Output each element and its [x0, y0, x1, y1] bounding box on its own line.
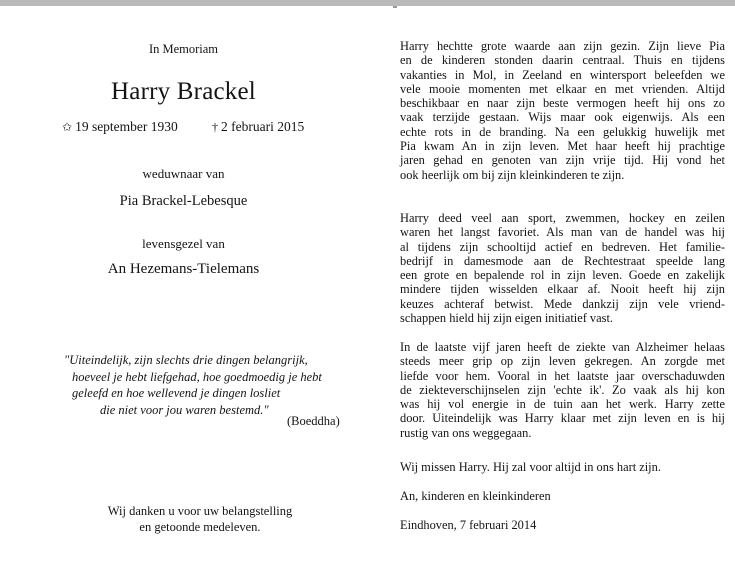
- text-line: bedrijf in damesmode aan de Rechtestraat speelde lang: [400, 253, 725, 268]
- quote-line: geleefd en hoe wellevend je dingen losliet: [72, 386, 281, 400]
- thanks-line: en getoonde medeleven.: [139, 520, 261, 534]
- memoriam-heading: In Memoriam: [148, 42, 219, 56]
- text-line: een grote en bepalende rol in zijn leven. Goede en zakelijk: [400, 268, 725, 283]
- relation-widower: weduwnaar van: [142, 166, 225, 181]
- quote-source: (Boeddha): [287, 414, 340, 428]
- signature: An, kinderen en kleinkinderen: [400, 489, 551, 503]
- text-line: rustig van ons weggegaan.: [400, 425, 532, 440]
- text-line: Pia kwam An in zijn leven. Met haar heeft hij prachtige: [400, 139, 725, 154]
- left-page: [0, 0, 367, 569]
- deceased-name: Harry Brackel: [111, 78, 256, 105]
- paragraph-family: [400, 39, 725, 182]
- thanks-line: Wij danken u voor uw belangstelling: [107, 504, 293, 518]
- text-line: en de kinderen stonden daarin centraal. Thuis en tijdens: [400, 53, 725, 68]
- text-line: was hij vol energie in de tuin aan het werk. Harry zette: [400, 397, 725, 412]
- thanks-note: [100, 503, 300, 535]
- quote-line: "Uiteindelijk, zijn slechts drie dingen belangrijk,: [64, 353, 308, 367]
- text-line: jaren gehad en genoten van zijn vrije tijd. Hij vond het: [400, 153, 725, 168]
- text-line: liefde voor hem. Vooral in het laatste jaar overschaduwden: [400, 368, 725, 383]
- text-line: Harry hechtte grote waarde aan zijn gezin. Zijn lieve Pia: [400, 39, 725, 53]
- text-line: door. Uiteindelijk was Harry klaar met zijn leven en is hij: [400, 411, 725, 426]
- text-line: keuzes achteraf betwist. Mede dankzij zijn vele vriend-: [400, 296, 725, 311]
- paragraph-illness: [400, 340, 725, 440]
- text-line: vakanties in Mol, in Zeeland en wintersport beleefden we: [400, 67, 725, 82]
- text-line: de ziekteverschijnselen zijn 'echte ik'. Zo vaak als hij kon: [400, 382, 725, 397]
- text-line: In de laatste vijf jaren heeft de ziekte van Alzheimer helaas: [400, 340, 725, 354]
- quote-line: die niet voor jou waren bestemd.": [100, 402, 269, 417]
- text-line: ook heerlijk om bij zijn kleinkinderen te zijn.: [400, 167, 625, 182]
- quote-line: hoeveel je hebt liefgehad, hoe goedmoedig je hebt: [72, 369, 322, 384]
- death-date: [212, 119, 304, 135]
- text-line: al tijdens zijn schooltijd actief en bedreven. Het familie-: [400, 239, 725, 254]
- birth-date: [62, 119, 178, 135]
- death-date-text: 2 februari 2015: [221, 119, 305, 134]
- text-line: waren het langst favoriet. Als man van de handel was hij: [400, 225, 725, 240]
- text-line: beschikbaar en naar zijn beste vermogen heeft hij ons zo: [400, 96, 725, 111]
- right-page: [367, 0, 735, 569]
- text-line: mindere tijden wisselden elkaar af. Nooit heeft hij zijn: [400, 282, 725, 297]
- text-line: Harry deed veel aan sport, zwemmen, hockey en zeilen: [400, 211, 725, 225]
- paragraph-sport-business: [400, 211, 725, 325]
- quote: [40, 352, 360, 418]
- text-line: schappen hield hij zijn eigen initiatief vast.: [400, 311, 613, 326]
- text-line: vele mooie momenten met elkaar en met vrienden. Altijd: [400, 81, 725, 96]
- text-line: vaak terzijde gestaan. Wijs maar ook eigenwijs. Als een: [400, 110, 725, 125]
- closing-line: Wij missen Harry. Hij zal voor altijd in ons hart zijn.: [400, 460, 661, 474]
- spouse-name: Pia Brackel-Lebesque: [119, 193, 248, 209]
- partner-name: An Hezemans-Tielemans: [107, 261, 260, 277]
- text-line: echte rots in de branding. Na een gelukkig huwelijk met: [400, 124, 725, 139]
- cross-icon: †: [212, 120, 218, 134]
- star-icon: ✩: [62, 120, 73, 134]
- birth-date-text: 19 september 1930: [75, 119, 178, 134]
- text-line: steeds meer grip op zijn leven gekregen. An zorgde met: [400, 354, 725, 369]
- place-date: Eindhoven, 7 februari 2014: [400, 518, 537, 532]
- relation-partner: levensgezel van: [142, 236, 225, 251]
